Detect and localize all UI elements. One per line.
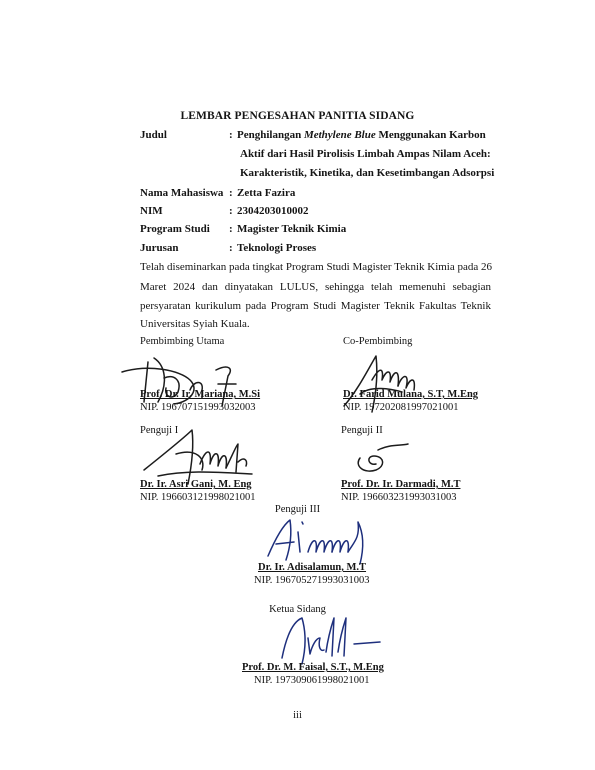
paragraph-line-3: persyaratan kurikulum pada Program Studi Magister Teknik Fakultas Teknik [140,300,491,312]
penguji-1-name: Dr. Ir. Asri Gani, M. Eng [140,479,252,490]
co-pembimbing-nip: NIP. 197202081997021001 [343,402,459,413]
co-pembimbing-role: Co-Pembimbing [343,336,413,347]
penguji-1-role: Penguji I [140,425,179,436]
judul-colon: : [229,129,233,141]
penguji-3-name: Dr. Ir. Adisalamun, M.T [258,562,367,573]
penguji-2-name: Prof. Dr. Ir. Darmadi, M.T [341,479,461,490]
nama-value: Zetta Fazira [237,187,296,199]
nim-colon: : [229,205,233,217]
judul-line-1: Penghilangan Methylene Blue Menggunakan Karbon [237,129,486,141]
page-title: LEMBAR PENGESAHAN PANITIA SIDANG [180,110,415,122]
penguji-2-nip: NIP. 196603231993031003 [341,492,457,503]
judul-label: Judul [140,129,167,141]
judul-line-3: Karakteristik, Kinetika, dan Kesetimbangan Adsorpsi [240,167,495,179]
paragraph-line-2: Maret 2024 dan dinyatakan LULUS, sehingga telah memenuhi sebagian [140,281,491,293]
jurusan-colon: : [229,242,233,254]
penguji-2-signature [350,440,420,480]
paragraph-line-4: Universitas Syiah Kuala. [140,318,250,330]
penguji-2-role: Penguji II [341,425,383,436]
penguji-3-role: Penguji III [274,504,321,515]
nama-label: Nama Mahasiswa [140,187,224,199]
pembimbing-utama-role: Pembimbing Utama [140,336,225,347]
ketua-sidang-role: Ketua Sidang [269,604,326,615]
judul-line-2: Aktif dari Hasil Pirolisis Limbah Ampas Nilam Aceh: [240,148,491,160]
co-pembimbing-name: Dr. Farid Mulana, S.T, M.Eng [343,389,479,400]
ketua-sidang-name: Prof. Dr. M. Faisal, S.T., M.Eng [242,662,384,673]
prodi-colon: : [229,223,233,235]
page-number: iii [293,710,302,721]
jurusan-label: Jurusan [140,242,179,254]
pembimbing-utama-name: Prof. Dr. Ir. Mariana, M.Si [140,389,261,400]
prodi-label: Program Studi [140,223,210,235]
penguji-1-nip: NIP. 196603121998021001 [140,492,256,503]
jurusan-value: Teknologi Proses [237,242,317,254]
pembimbing-utama-nip: NIP. 196707151993032003 [140,402,256,413]
nim-value: 2304203010002 [237,205,309,217]
prodi-value: Magister Teknik Kimia [237,223,347,235]
paragraph-line-1: Telah diseminarkan pada tingkat Program Studi Magister Teknik Kimia pada 26 [140,261,493,273]
penguji-3-nip: NIP. 196705271993031003 [254,575,370,586]
penguji-3-signature [260,508,385,568]
nama-colon: : [229,187,233,199]
ketua-sidang-nip: NIP. 197309061998021001 [254,675,370,686]
nim-label: NIM [140,205,163,217]
ketua-sidang-signature [268,608,388,670]
